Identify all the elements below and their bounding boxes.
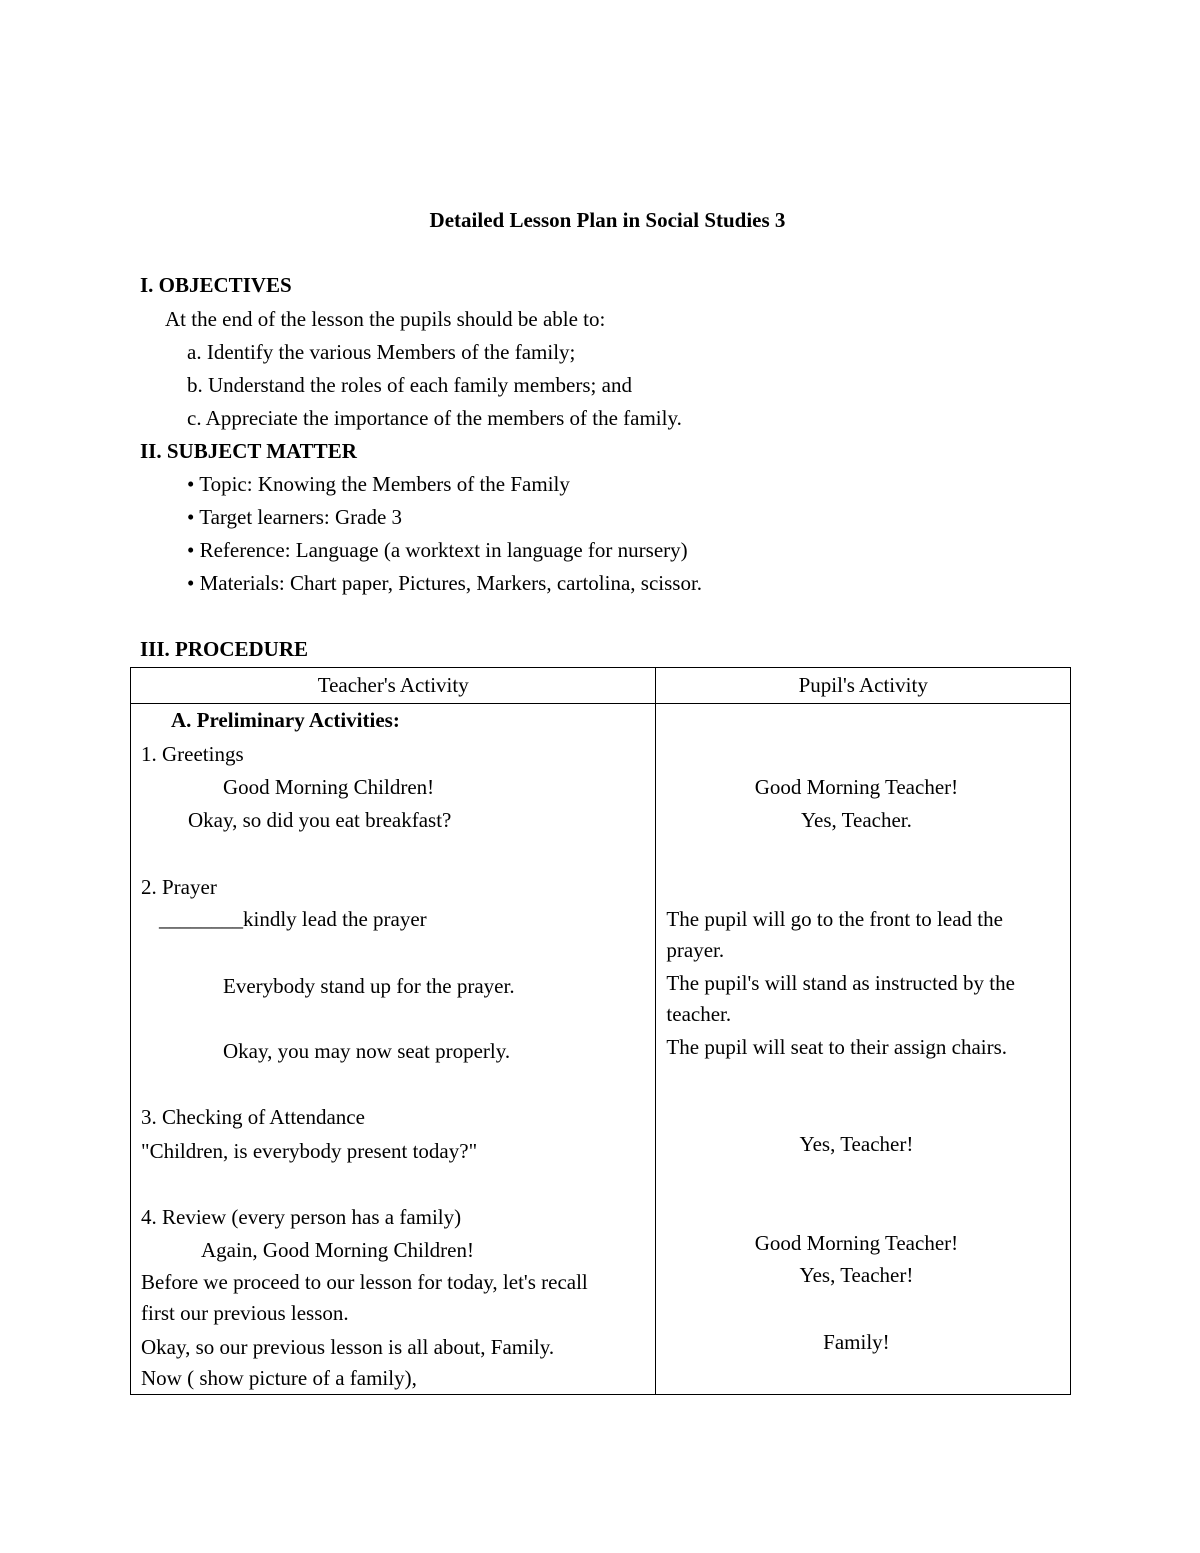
subject-item-topic: • Topic: Knowing the Members of the Family [187,472,570,496]
teacher-greeting: Good Morning Children! [223,775,435,799]
pupil-stand-line-1: The pupil's will stand as instructed by the [666,971,1015,995]
teacher-activity-header: Teacher's Activity [131,668,656,704]
pupil-activity-header: Pupil's Activity [656,668,1071,704]
objective-item-a: a. Identify the various Members of the family; [187,340,576,364]
teacher-show-picture: Now ( show picture of a family), [141,1366,417,1390]
procedure-heading: III. PROCEDURE [140,637,309,661]
teacher-recall-line-1: Before we proceed to our lesson for today, let's recall [141,1270,588,1294]
review-label: 4. Review (every person has a family) [141,1205,462,1229]
prayer-label: 2. Prayer [141,875,217,899]
preliminary-activities-heading: A. Preliminary Activities: [171,708,400,732]
teacher-lead-prayer: ________kindly lead the prayer [159,907,427,931]
pupil-yes-2: Yes, Teacher! [799,1132,914,1156]
pupil-greeting: Good Morning Teacher! [754,775,959,799]
pupil-lead-line-2: prayer. [666,938,725,962]
pupil-activity-cell [656,704,1071,1395]
greetings-label: 1. Greetings [141,742,244,766]
attendance-label: 3. Checking of Attendance [141,1105,365,1129]
pupil-seat: The pupil will seat to their assign chairs. [666,1035,1008,1059]
pupil-yes-3: Yes, Teacher! [799,1263,914,1287]
objectives-heading: I. OBJECTIVES [140,273,292,297]
procedure-table [130,667,1071,1395]
teacher-activity-cell [131,704,656,1395]
objectives-intro: At the end of the lesson the pupils should be able to: [165,307,606,331]
subject-item-reference: • Reference: Language (a worktext in language for nursery) [187,538,688,562]
subject-item-learners: • Target learners: Grade 3 [187,505,403,529]
teacher-again-greeting: Again, Good Morning Children! [201,1238,474,1262]
teacher-recall-line-2: first our previous lesson. [141,1301,349,1325]
objective-item-b: b. Understand the roles of each family members; and [187,373,632,397]
teacher-seat: Okay, you may now seat properly. [223,1039,511,1063]
pupil-lead-line-1: The pupil will go to the front to lead the [666,907,1003,931]
subject-item-materials: • Materials: Chart paper, Pictures, Markers, cartolina, scissor. [187,571,703,595]
teacher-stand-up: Everybody stand up for the prayer. [223,974,515,998]
objective-item-c: c. Appreciate the importance of the members of the family. [187,406,682,430]
teacher-attendance-question: "Children, is everybody present today?" [141,1139,478,1163]
document-title: Detailed Lesson Plan in Social Studies 3 [429,208,786,232]
procedure-table-body-row [131,704,1071,1395]
procedure-table-header-row [131,668,1071,704]
pupil-family: Family! [823,1330,890,1354]
pupil-stand-line-2: teacher. [666,1002,732,1026]
pupil-greeting-2: Good Morning Teacher! [754,1231,959,1255]
pupil-yes-1: Yes, Teacher. [800,808,912,832]
subject-matter-heading: II. SUBJECT MATTER [140,439,357,463]
teacher-previous-lesson: Okay, so our previous lesson is all about, Family. [141,1335,555,1359]
teacher-breakfast-question: Okay, so did you eat breakfast? [188,808,452,832]
